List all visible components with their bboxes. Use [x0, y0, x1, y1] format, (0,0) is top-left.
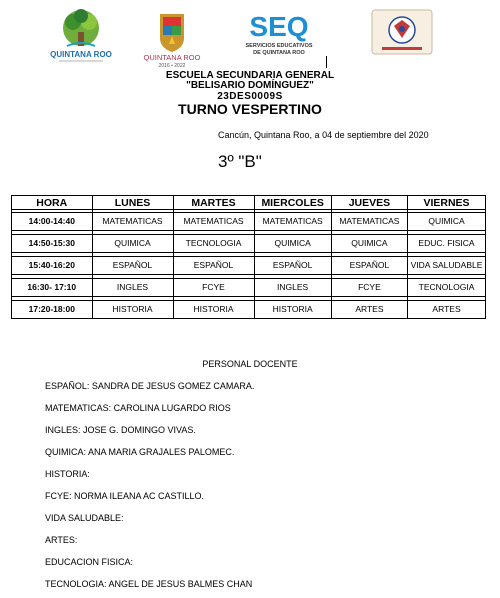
col-hora: HORA — [12, 196, 93, 210]
subject-cell: TECNOLOGIA — [408, 279, 486, 297]
divider-line — [326, 56, 327, 68]
staff-list — [45, 375, 254, 595]
subject-cell: ESPAÑOL — [254, 257, 331, 275]
time-cell: 14:50-15:30 — [12, 235, 93, 253]
list-item: FCYE: NORMA ILEANA AC CASTILLO. — [45, 491, 205, 501]
list-item: INGLES: JOSE G. DOMINGO VIVAS. — [45, 425, 196, 435]
seq-text: SEQ — [249, 11, 309, 42]
subject-cell: ESPAÑOL — [92, 257, 173, 275]
school-code: 23DES0009S — [217, 91, 283, 102]
qroo-crest-text: QUINTANA ROO — [143, 53, 201, 62]
school-name: "BELISARIO DOMÍNGUEZ" — [186, 80, 314, 91]
staff-title: PERSONAL DOCENTE — [202, 359, 298, 369]
col-miercoles: MIERCOLES — [254, 196, 331, 210]
quintana-roo-crest-logo — [136, 12, 208, 68]
subject-cell: ESPAÑOL — [173, 257, 254, 275]
list-item: MATEMATICAS: CAROLINA LUGARDO RIOS — [45, 403, 231, 413]
table-row — [12, 301, 486, 319]
document-date: Cancún, Quintana Roo, a 04 de septiembre del 2020 — [218, 130, 429, 140]
subject-cell: EDUC. FISICA — [408, 235, 486, 253]
subject-cell: INGLES — [92, 279, 173, 297]
time-cell: 15:40-16:20 — [12, 257, 93, 275]
subject-cell: FCYE — [331, 279, 407, 297]
time-cell: 17:20-18:00 — [12, 301, 93, 319]
quintana-roo-tree-logo — [45, 6, 117, 66]
subject-cell: HISTORIA — [254, 301, 331, 319]
table-row — [12, 213, 486, 231]
schedule-header-row — [12, 196, 486, 210]
list-item: EDUCACION FISICA: — [45, 557, 134, 567]
subject-cell: QUIMICA — [331, 235, 407, 253]
subject-cell: INGLES — [254, 279, 331, 297]
subject-cell: QUIMICA — [92, 235, 173, 253]
grade-group: 3º "B" — [218, 152, 262, 171]
school-seal-logo — [370, 8, 434, 56]
col-lunes: LUNES — [92, 196, 173, 210]
subject-cell: MATEMATICAS — [254, 213, 331, 231]
subject-cell: MATEMATICAS — [92, 213, 173, 231]
seq-sub2: DE QUINTANA ROO — [253, 50, 305, 56]
school-type: ESCUELA SECUNDARIA GENERAL — [165, 70, 335, 81]
qroo-crest-years: 2016 • 2022 — [158, 63, 186, 68]
subject-cell: ARTES — [408, 301, 486, 319]
list-item: VIDA SALUDABLE: — [45, 513, 124, 523]
subject-cell: HISTORIA — [92, 301, 173, 319]
subject-cell: FCYE — [173, 279, 254, 297]
qroo-tree-text: QUINTANA ROO — [50, 50, 112, 59]
table-row — [12, 257, 486, 275]
subject-cell: HISTORIA — [173, 301, 254, 319]
subject-cell: MATEMATICAS — [173, 213, 254, 231]
list-item: HISTORIA: — [45, 469, 90, 479]
table-row — [12, 235, 486, 253]
subject-cell: QUIMICA — [254, 235, 331, 253]
seq-logo — [240, 8, 318, 60]
time-cell: 14:00-14:40 — [12, 213, 93, 231]
schedule-table — [11, 195, 486, 319]
shift-title: TURNO VESPERTINO — [178, 101, 322, 117]
subject-cell: QUIMICA — [408, 213, 486, 231]
list-item: QUIMICA: ANA MARIA GRAJALES PALOMEC. — [45, 447, 235, 457]
list-item: ARTES: — [45, 535, 78, 545]
col-viernes: VIERNES — [408, 196, 486, 210]
seq-sub1: SERVICIOS EDUCATIVOS — [245, 43, 313, 49]
subject-cell: ARTES — [331, 301, 407, 319]
col-jueves: JUEVES — [331, 196, 407, 210]
time-cell: 16:30- 17:10 — [12, 279, 93, 297]
subject-cell: ESPAÑOL — [331, 257, 407, 275]
subject-cell: VIDA SALUDABLE — [408, 257, 486, 275]
logo-strip — [0, 0, 500, 70]
list-item: ESPAÑOL: SANDRA DE JESUS GOMEZ CAMARA. — [45, 381, 255, 391]
table-row — [12, 279, 486, 297]
subject-cell: TECNOLOGIA — [173, 235, 254, 253]
list-item: TECNOLOGIA: ANGEL DE JESUS BALMES CHAN — [45, 579, 253, 589]
col-martes: MARTES — [173, 196, 254, 210]
subject-cell: MATEMATICAS — [331, 213, 407, 231]
